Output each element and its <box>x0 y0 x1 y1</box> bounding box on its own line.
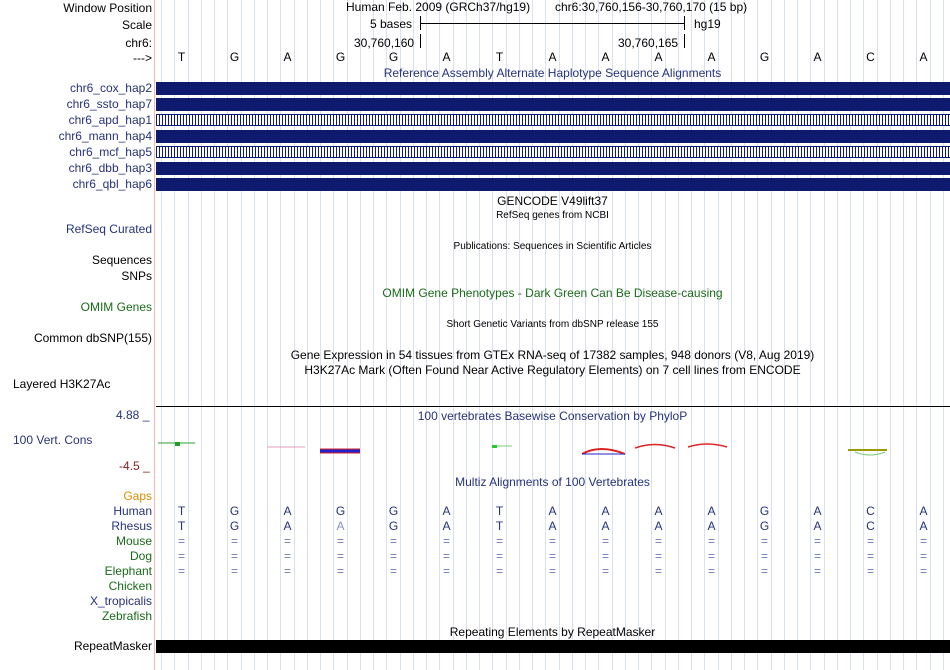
alignment-base: = <box>495 549 503 563</box>
species-label[interactable]: Chicken <box>108 579 152 593</box>
dna-base: A <box>707 50 716 64</box>
haplotype-label[interactable]: chr6_ssto_hap7 <box>66 97 152 111</box>
phylop-max: 4.88 _ <box>116 408 150 422</box>
alignment-base: = <box>442 564 450 578</box>
dna-base: A <box>548 50 557 64</box>
alignment-base: = <box>760 549 768 563</box>
alignment-base: A <box>813 504 822 518</box>
alignment-base: A <box>654 519 663 533</box>
alignment-base: = <box>654 534 662 548</box>
alignment-base: T <box>495 504 504 518</box>
alignment-base: G <box>759 504 770 518</box>
omim-title[interactable]: OMIM Gene Phenotypes - Dark Green Can Be Disease-causing <box>382 286 723 300</box>
alignment-base: = <box>336 534 344 548</box>
alignment-base: = <box>654 564 662 578</box>
alignment-base: A <box>707 519 716 533</box>
scale-label[interactable]: Scale <box>121 18 152 32</box>
position-text: chr6:30,760,156-30,760,170 (15 bp) <box>555 0 748 14</box>
alignment-base: G <box>335 504 346 518</box>
alignment-base: A <box>919 504 928 518</box>
dna-base: A <box>442 50 451 64</box>
alignment-base: = <box>866 549 874 563</box>
sidebar-border <box>154 0 155 670</box>
publications-title[interactable]: Publications: Sequences in Scientific Articles <box>453 241 652 252</box>
alignment-base: = <box>919 564 927 578</box>
omim-label[interactable]: OMIM Genes <box>80 300 152 314</box>
haplotype-label[interactable]: chr6_dbb_hap3 <box>68 161 152 175</box>
dna-base: G <box>229 50 240 64</box>
alignment-base: = <box>283 564 291 578</box>
scale-text: 5 bases <box>370 17 413 31</box>
alignment-base: = <box>866 534 874 548</box>
repeat-title[interactable]: Repeating Elements by RepeatMasker <box>449 625 656 639</box>
h3k27ac-label[interactable]: Layered H3K27Ac <box>13 377 111 391</box>
refseq-title[interactable]: RefSeq genes from NCBI <box>496 210 609 221</box>
h3k27ac-baseline <box>156 406 950 407</box>
alignment-base: = <box>389 549 397 563</box>
assembly-text: Human Feb. 2009 (GRCh37/hg19) <box>346 0 531 14</box>
dbsnp-title[interactable]: Short Genetic Variants from dbSNP release 155 <box>446 319 659 330</box>
haplotype-label[interactable]: chr6_qbl_hap6 <box>72 177 152 191</box>
strand-label[interactable]: ---> <box>133 51 152 65</box>
multiz-title[interactable]: Multiz Alignments of 100 Vertebrates <box>455 475 650 489</box>
haplotype-track-title[interactable]: Reference Assembly Alternate Haplotype Sequence Alignments <box>383 66 722 80</box>
dna-base: A <box>601 50 610 64</box>
dna-base: C <box>866 50 875 64</box>
scale-bar <box>420 16 685 30</box>
alignment-base: = <box>230 564 238 578</box>
alignment-base: = <box>707 549 715 563</box>
alignment-base: = <box>548 549 556 563</box>
haplotype-label[interactable]: chr6_cox_hap2 <box>69 81 152 95</box>
alignment-base: A <box>283 504 292 518</box>
alignment-base: G <box>388 519 399 533</box>
alignment-base: = <box>177 534 185 548</box>
haplotype-bar[interactable] <box>156 130 950 143</box>
haplotype-bar[interactable] <box>156 98 950 111</box>
alignment-base: A <box>601 519 610 533</box>
alignment-base: A <box>548 504 557 518</box>
alignment-base: = <box>230 534 238 548</box>
alignment-base: = <box>866 564 874 578</box>
repeat-label[interactable]: RepeatMasker <box>73 639 152 653</box>
dna-base: A <box>919 50 928 64</box>
alignment-base: = <box>760 564 768 578</box>
h3k27ac-title[interactable]: H3K27Ac Mark (Often Found Near Active Regulatory Elements) on 7 cell lines from ENCODE <box>304 363 801 377</box>
alignment-base: A <box>601 504 610 518</box>
sequences-label[interactable]: Sequences <box>91 253 152 267</box>
haplotype-bar[interactable] <box>156 114 950 126</box>
phylop-label[interactable]: 100 Vert. Cons <box>13 433 93 447</box>
species-label[interactable]: Human <box>113 504 152 518</box>
phylop-wiggle <box>155 436 950 462</box>
alignment-base: = <box>919 534 927 548</box>
alignment-base: G <box>388 504 399 518</box>
species-label[interactable]: Dog <box>129 549 152 563</box>
gaps-label[interactable]: Gaps <box>123 489 152 503</box>
alignment-base: = <box>601 549 609 563</box>
alignment-base: A <box>442 504 451 518</box>
alignment-base: = <box>707 564 715 578</box>
alignment-base: A <box>654 504 663 518</box>
haplotype-label[interactable]: chr6_apd_hap1 <box>68 113 152 127</box>
refseq-label[interactable]: RefSeq Curated <box>65 222 152 236</box>
alignment-base: G <box>229 504 240 518</box>
alignment-base: = <box>548 564 556 578</box>
species-label[interactable]: Elephant <box>104 564 152 578</box>
dna-base: T <box>177 50 186 64</box>
alignment-base: = <box>495 564 503 578</box>
alignment-base: A <box>336 519 345 533</box>
alignment-base: = <box>813 549 821 563</box>
dna-base: G <box>388 50 399 64</box>
alignment-base: A <box>548 519 557 533</box>
alignment-base: A <box>919 519 928 533</box>
alignment-base: = <box>601 534 609 548</box>
dna-base: G <box>335 50 346 64</box>
species-label[interactable]: Zebrafish <box>101 609 152 623</box>
phylop-title[interactable]: 100 vertebrates Basewise Conservation by PhyloP <box>417 409 688 423</box>
alignment-base: = <box>760 534 768 548</box>
alignment-base: = <box>336 549 344 563</box>
haplotype-bar[interactable] <box>156 82 950 95</box>
alignment-base: = <box>177 564 185 578</box>
haplotype-label[interactable]: chr6_mcf_hap5 <box>69 145 152 159</box>
snps-label[interactable]: SNPs <box>121 269 152 283</box>
alignment-base: = <box>548 534 556 548</box>
alignment-base: T <box>177 504 186 518</box>
scale-assembly: hg19 <box>694 17 721 31</box>
dna-base: T <box>495 50 504 64</box>
species-label[interactable]: X_tropicalis <box>89 594 152 608</box>
alignment-base: = <box>389 564 397 578</box>
alignment-base: T <box>495 519 504 533</box>
alignment-base: = <box>654 549 662 563</box>
haplotype-label[interactable]: chr6_mann_hap4 <box>58 129 152 143</box>
dna-base: A <box>283 50 292 64</box>
alignment-base: A <box>283 519 292 533</box>
alignment-base: = <box>283 549 291 563</box>
alignment-base: A <box>813 519 822 533</box>
coord-tick-left <box>420 34 421 48</box>
alignment-base: T <box>177 519 186 533</box>
coord-tick-right <box>684 34 685 48</box>
haplotype-bar[interactable] <box>156 162 950 175</box>
dna-base: A <box>813 50 822 64</box>
alignment-base: A <box>707 504 716 518</box>
gencode-title[interactable]: GENCODE V49lift37 <box>497 194 608 208</box>
alignment-base: = <box>707 534 715 548</box>
alignment-base: = <box>813 534 821 548</box>
alignment-base: = <box>495 534 503 548</box>
alignment-base: = <box>283 534 291 548</box>
alignment-base: C <box>866 519 875 533</box>
alignment-base: = <box>601 564 609 578</box>
haplotype-bar[interactable] <box>156 178 950 191</box>
alignment-base: = <box>230 549 238 563</box>
alignment-base: = <box>442 549 450 563</box>
repeatmasker-bar[interactable] <box>156 640 950 653</box>
alignment-base: = <box>336 564 344 578</box>
alignment-base: C <box>866 504 875 518</box>
alignment-base: = <box>813 564 821 578</box>
phylop-min: -4.5 _ <box>119 459 150 473</box>
dna-base: A <box>654 50 663 64</box>
alignment-base: G <box>759 519 770 533</box>
alignment-base: A <box>442 519 451 533</box>
alignment-base: = <box>442 534 450 548</box>
species-label[interactable]: Rhesus <box>111 519 152 533</box>
haplotype-bar[interactable] <box>156 146 950 158</box>
alignment-base: G <box>229 519 240 533</box>
coord-right: 30,760,165 <box>618 36 679 50</box>
gtex-title[interactable]: Gene Expression in 54 tissues from GTEx RNA-seq of 17382 samples, 948 donors (V8, Aug 2019) <box>290 348 815 362</box>
alignment-base: = <box>919 549 927 563</box>
alignment-base: = <box>389 534 397 548</box>
alignment-base: = <box>177 549 185 563</box>
window-position-label[interactable]: Window Position <box>63 1 152 15</box>
species-label[interactable]: Mouse <box>115 534 152 548</box>
coord-left: 30,760,160 <box>354 36 415 50</box>
dna-base: G <box>759 50 770 64</box>
dbsnp-label[interactable]: Common dbSNP(155) <box>33 331 152 345</box>
chrom-label[interactable]: chr6: <box>125 36 152 50</box>
